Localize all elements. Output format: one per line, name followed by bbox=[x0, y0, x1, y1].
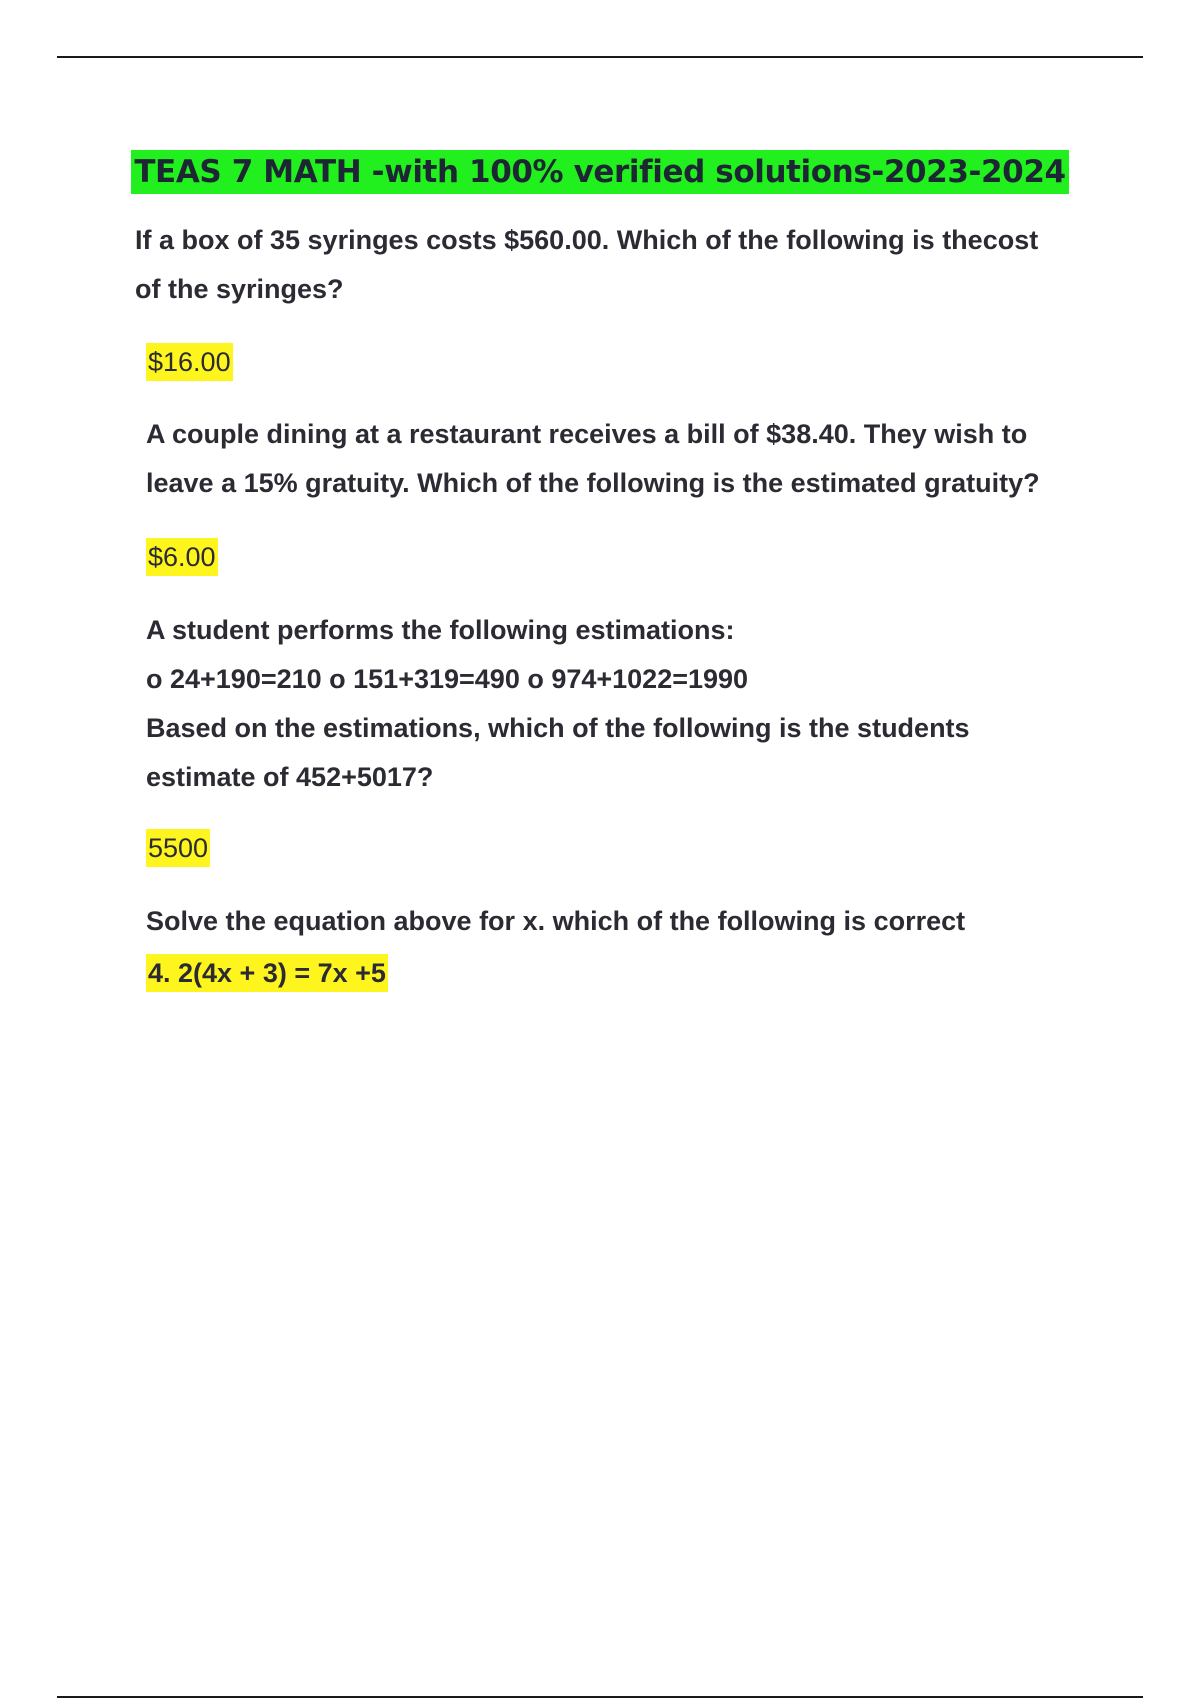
question-3 bbox=[146, 606, 1146, 802]
question-line: Based on the estimations, which of the following is the students bbox=[146, 713, 970, 743]
question-line: A student performs the following estimations: bbox=[146, 615, 735, 645]
document-title: TEAS 7 MATH -with 100% verified solutions-2023-2024 bbox=[131, 150, 1068, 194]
question-line: A couple dining at a restaurant receives a bill of $38.40. They wish to bbox=[146, 419, 1028, 449]
question-line: If a box of 35 syringes costs $560.00. Which of the following is thecost bbox=[135, 225, 1039, 255]
question-line: estimate of 452+5017? bbox=[146, 762, 434, 792]
answer-3-highlight: 5500 bbox=[146, 829, 210, 867]
question-line: leave a 15% gratuity. Which of the following is the estimated gratuity? bbox=[146, 468, 1040, 498]
answer-4-highlight: 4. 2(4x + 3) = 7x +5 bbox=[146, 954, 388, 992]
answer-2-highlight: $6.00 bbox=[146, 538, 218, 576]
top-divider bbox=[57, 56, 1143, 58]
question-1 bbox=[135, 216, 1135, 314]
title-container bbox=[0, 150, 1200, 194]
question-4 bbox=[146, 897, 1146, 946]
question-line: o 24+190=210 o 151+319=490 o 974+1022=1990 bbox=[146, 664, 749, 694]
answer-1-highlight: $16.00 bbox=[146, 343, 233, 381]
question-2 bbox=[146, 410, 1146, 508]
question-line: Solve the equation above for x. which of the following is correct bbox=[146, 906, 966, 936]
bottom-divider bbox=[57, 1696, 1143, 1698]
question-line: of the syringes? bbox=[135, 274, 344, 304]
